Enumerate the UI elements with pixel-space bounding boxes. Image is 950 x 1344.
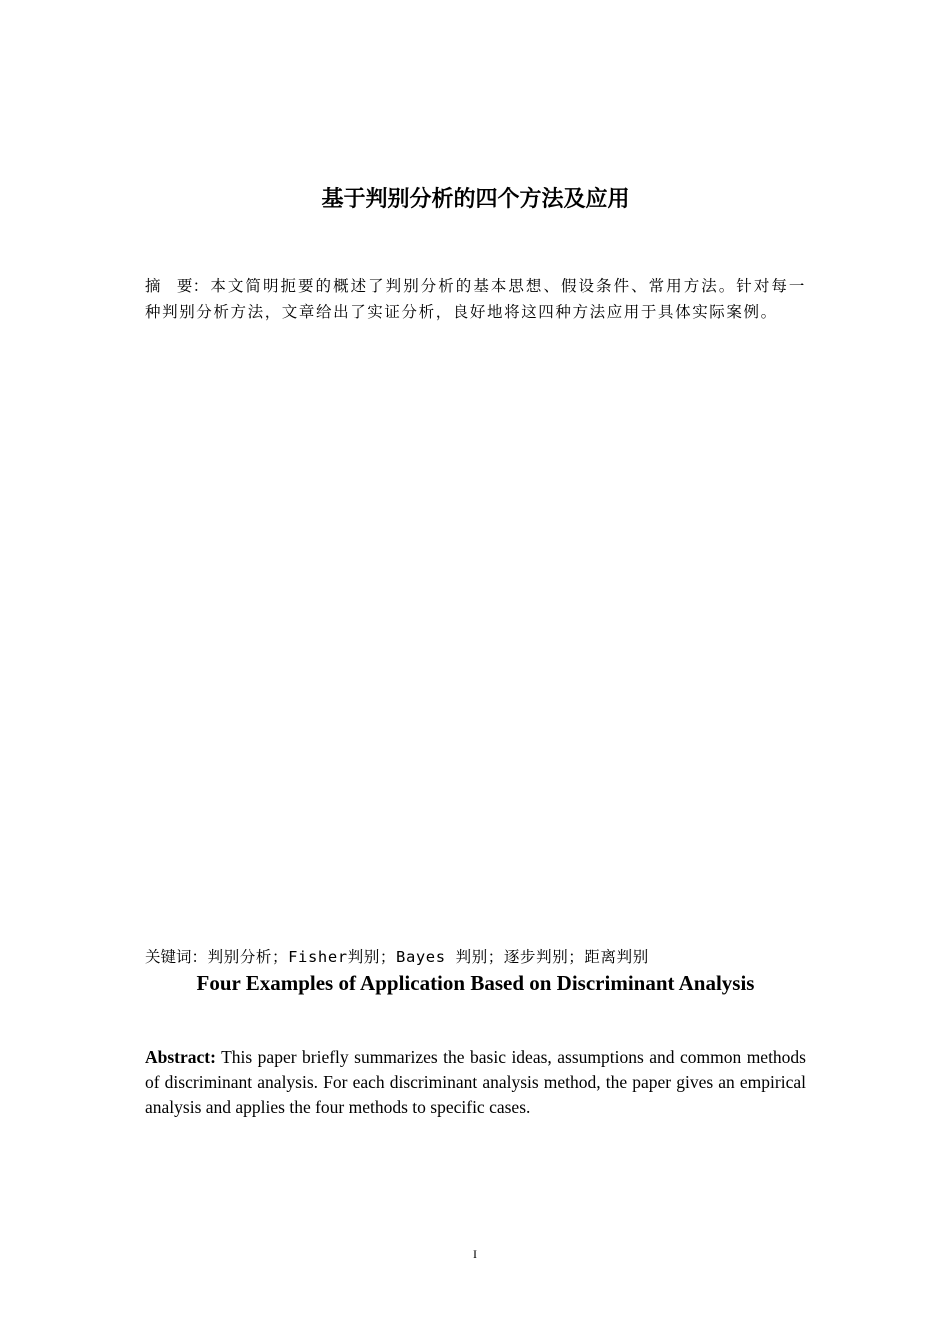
english-abstract <box>145 1045 806 1120</box>
english-abstract-label: Abstract: <box>145 1047 216 1067</box>
chinese-title: 基于判别分析的四个方法及应用 <box>321 187 630 212</box>
chinese-abstract-colon: ： <box>192 277 211 295</box>
chinese-keywords-label: 关键词 <box>145 948 192 966</box>
page-number: I <box>473 1247 477 1261</box>
chinese-keywords <box>145 944 806 970</box>
english-title: Four Examples of Application Based on Discriminant Analysis <box>196 971 755 995</box>
chinese-abstract-text: 本文简明扼要的概述了判别分析的基本思想、假设条件、常用方法。针对每一种判别分析方法，文章给出了实证分析，良好地将这四种方法应用于具体实际案例。 <box>145 277 806 321</box>
chinese-keywords-colon: ： <box>191 948 208 966</box>
chinese-abstract <box>145 273 806 325</box>
chinese-abstract-label: 摘 要 <box>145 277 193 295</box>
chinese-keywords-text: 判别分析；Fisher判别；Bayes 判别；逐步判别；距离判别 <box>207 948 649 966</box>
english-abstract-text: This paper briefly summarizes the basic ideas, assumptions and common methods of discriminant analysis. For each discriminant analysis method, the paper gives an empirical analysis and applies the four methods to specific cases. <box>145 1047 806 1117</box>
